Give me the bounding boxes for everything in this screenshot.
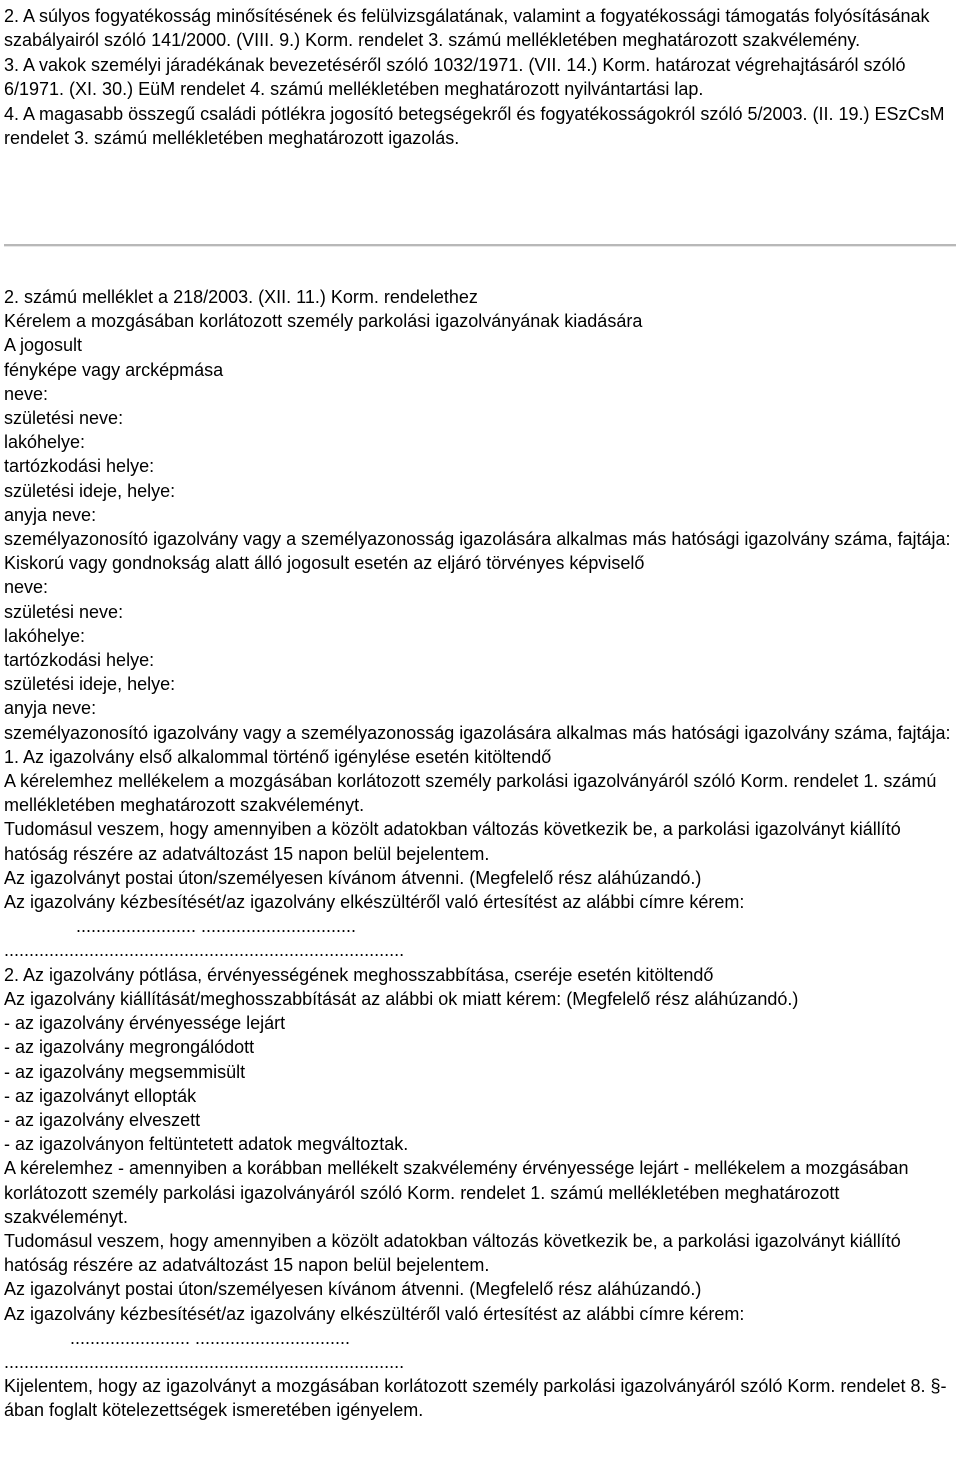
holder-stay-label: tartózkodási helye: bbox=[4, 456, 155, 477]
holder-birth-name-label: születési neve: bbox=[4, 408, 124, 429]
rep-name-label: neve: bbox=[4, 577, 49, 598]
reason-item: - az igazolvány megrongálódott bbox=[4, 1037, 255, 1058]
list-item: 3. A vakok személyi járadékának bevezetéséről szóló 1032/1971. (VII. 14.) Korm. határozat végrehajtásáról szóló 6/1971. (XI. 30.) EüM rendelet 4. számú mellékletében meghatározott nyilvántartási lap. bbox=[4, 54, 906, 100]
section1-attach: A kérelemhez mellékelem a mozgásában korlátozott személy parkolási igazolványáról szóló Korm. rendelet 1. számú mellékletében meghatározott szakvéleményt. bbox=[4, 771, 937, 816]
section2-heading: 2. Az igazolvány pótlása, érvényességének meghosszabbítása, cseréje esetén kitöltendő bbox=[4, 964, 714, 985]
reason-item: - az igazolvány érvényessége lejárt bbox=[4, 1013, 286, 1034]
rep-id-doc-label: személyazonosító igazolvány vagy a személyazonosság igazolására alkalmas más hatósági igazolvány száma, fajtája: bbox=[4, 722, 951, 743]
section2-attach: A kérelemhez - amennyiben a korábban mellékelt szakvélemény érvényessége lejárt - mellékelem a mozgásában korlátozott személy parkolási igazolványáról szóló Korm. rendelet 1. számú mellékletében meghatározott szakvéleményt. bbox=[4, 1158, 909, 1227]
section1-notice: Tudomásul veszem, hogy amennyiben a közölt adatokban változás következik be, a parkolási igazolványt kiállító hatóság részére az adatváltozást 15 napon belül bejelentem. bbox=[4, 819, 901, 864]
rep-residence-label: lakóhelye: bbox=[4, 625, 86, 646]
holder-name-label: neve: bbox=[4, 383, 49, 404]
representative-heading: Kiskorú vagy gondnokság alatt álló jogosult esetén az eljáró törvényes képviselő bbox=[4, 553, 645, 574]
form-body bbox=[4, 285, 954, 1423]
section1-receive: Az igazolványt postai úton/személyesen kívánom átvenni. (Megfelelő rész aláhúzandó.) bbox=[4, 867, 702, 888]
holder-id-doc-label: személyazonosító igazolvány vagy a személyazonosság igazolására alkalmas más hatósági igazolvány száma, fajtája: bbox=[4, 529, 951, 550]
annex-title: 2. számú melléklet a 218/2003. (XII. 11.) Korm. rendelethez bbox=[4, 287, 478, 307]
section2-address-line: ........................ ............................... bbox=[70, 1327, 351, 1348]
photo-label: fényképe vagy arcképmása bbox=[4, 359, 224, 380]
declaration: Kijelentem, hogy az igazolványt a mozgásában korlátozott személy parkolási igazolványáról szóló Korm. rendelet 8. §-ában foglalt kötelezettségek ismeretében igényelem. bbox=[4, 1376, 947, 1421]
section1-heading: 1. Az igazolvány első alkalommal történő igénylése esetén kitöltendő bbox=[4, 746, 552, 767]
rep-birth-name-label: születési neve: bbox=[4, 601, 124, 622]
rep-stay-label: tartózkodási helye: bbox=[4, 650, 155, 671]
section1-address-line: ................................................................................ bbox=[4, 940, 405, 961]
section2-request: Az igazolvány kiállítását/meghosszabbítását az alábbi ok miatt kérem: (Megfelelő rész aláhúzandó.) bbox=[4, 988, 799, 1009]
section2-receive: Az igazolványt postai úton/személyesen kívánom átvenni. (Megfelelő rész aláhúzandó.) bbox=[4, 1279, 702, 1300]
section2-delivery: Az igazolvány kézbesítését/az igazolvány elkészültéről való értesítést az alábbi címre kérem: bbox=[4, 1303, 745, 1324]
holder-heading: A jogosult bbox=[4, 335, 83, 356]
rep-mother-label: anyja neve: bbox=[4, 698, 97, 719]
reason-item: - az igazolvány megsemmisült bbox=[4, 1061, 246, 1082]
holder-residence-label: lakóhelye: bbox=[4, 432, 86, 453]
list-item: 4. A magasabb összegű családi pótlékra jogosító betegségekről és fogyatékosságokról szóló 5/2003. (II. 19.) ESzCsM rendelet 3. számú mellékletében meghatározott igazolás. bbox=[4, 103, 945, 149]
holder-birth-label: születési ideje, helye: bbox=[4, 480, 176, 501]
section2-notice: Tudomásul veszem, hogy amennyiben a közölt adatokban változás következik be, a parkolási igazolványt kiállító hatóság részére az adatváltozást 15 napon belül bejelentem. bbox=[4, 1230, 901, 1276]
attachment-list bbox=[4, 4, 954, 150]
reason-item: - az igazolványon feltüntetett adatok megváltoztak. bbox=[4, 1134, 409, 1155]
list-item: 2. A súlyos fogyatékosság minősítésének és felülvizsgálatának, valamint a fogyatékossági támogatás folyósításának szabályairól szóló 141/2000. (VIII. 9.) Korm. rendelet 3. számú mellékletében meghatározott szakvélemény. bbox=[4, 6, 930, 51]
section2-address-line: ................................................................................ bbox=[4, 1351, 405, 1372]
reason-item: - az igazolvány elveszett bbox=[4, 1109, 201, 1130]
horizontal-divider bbox=[4, 244, 956, 247]
form-title: Kérelem a mozgásában korlátozott személy parkolási igazolványának kiadására bbox=[4, 311, 643, 332]
rep-birth-label: születési ideje, helye: bbox=[4, 674, 176, 695]
reason-item: - az igazolványt ellopták bbox=[4, 1085, 197, 1106]
section1-delivery: Az igazolvány kézbesítését/az igazolvány elkészültéről való értesítést az alábbi címre kérem: bbox=[4, 892, 745, 913]
holder-mother-label: anyja neve: bbox=[4, 504, 97, 525]
section1-address-line: ........................ ............................... bbox=[76, 916, 357, 937]
